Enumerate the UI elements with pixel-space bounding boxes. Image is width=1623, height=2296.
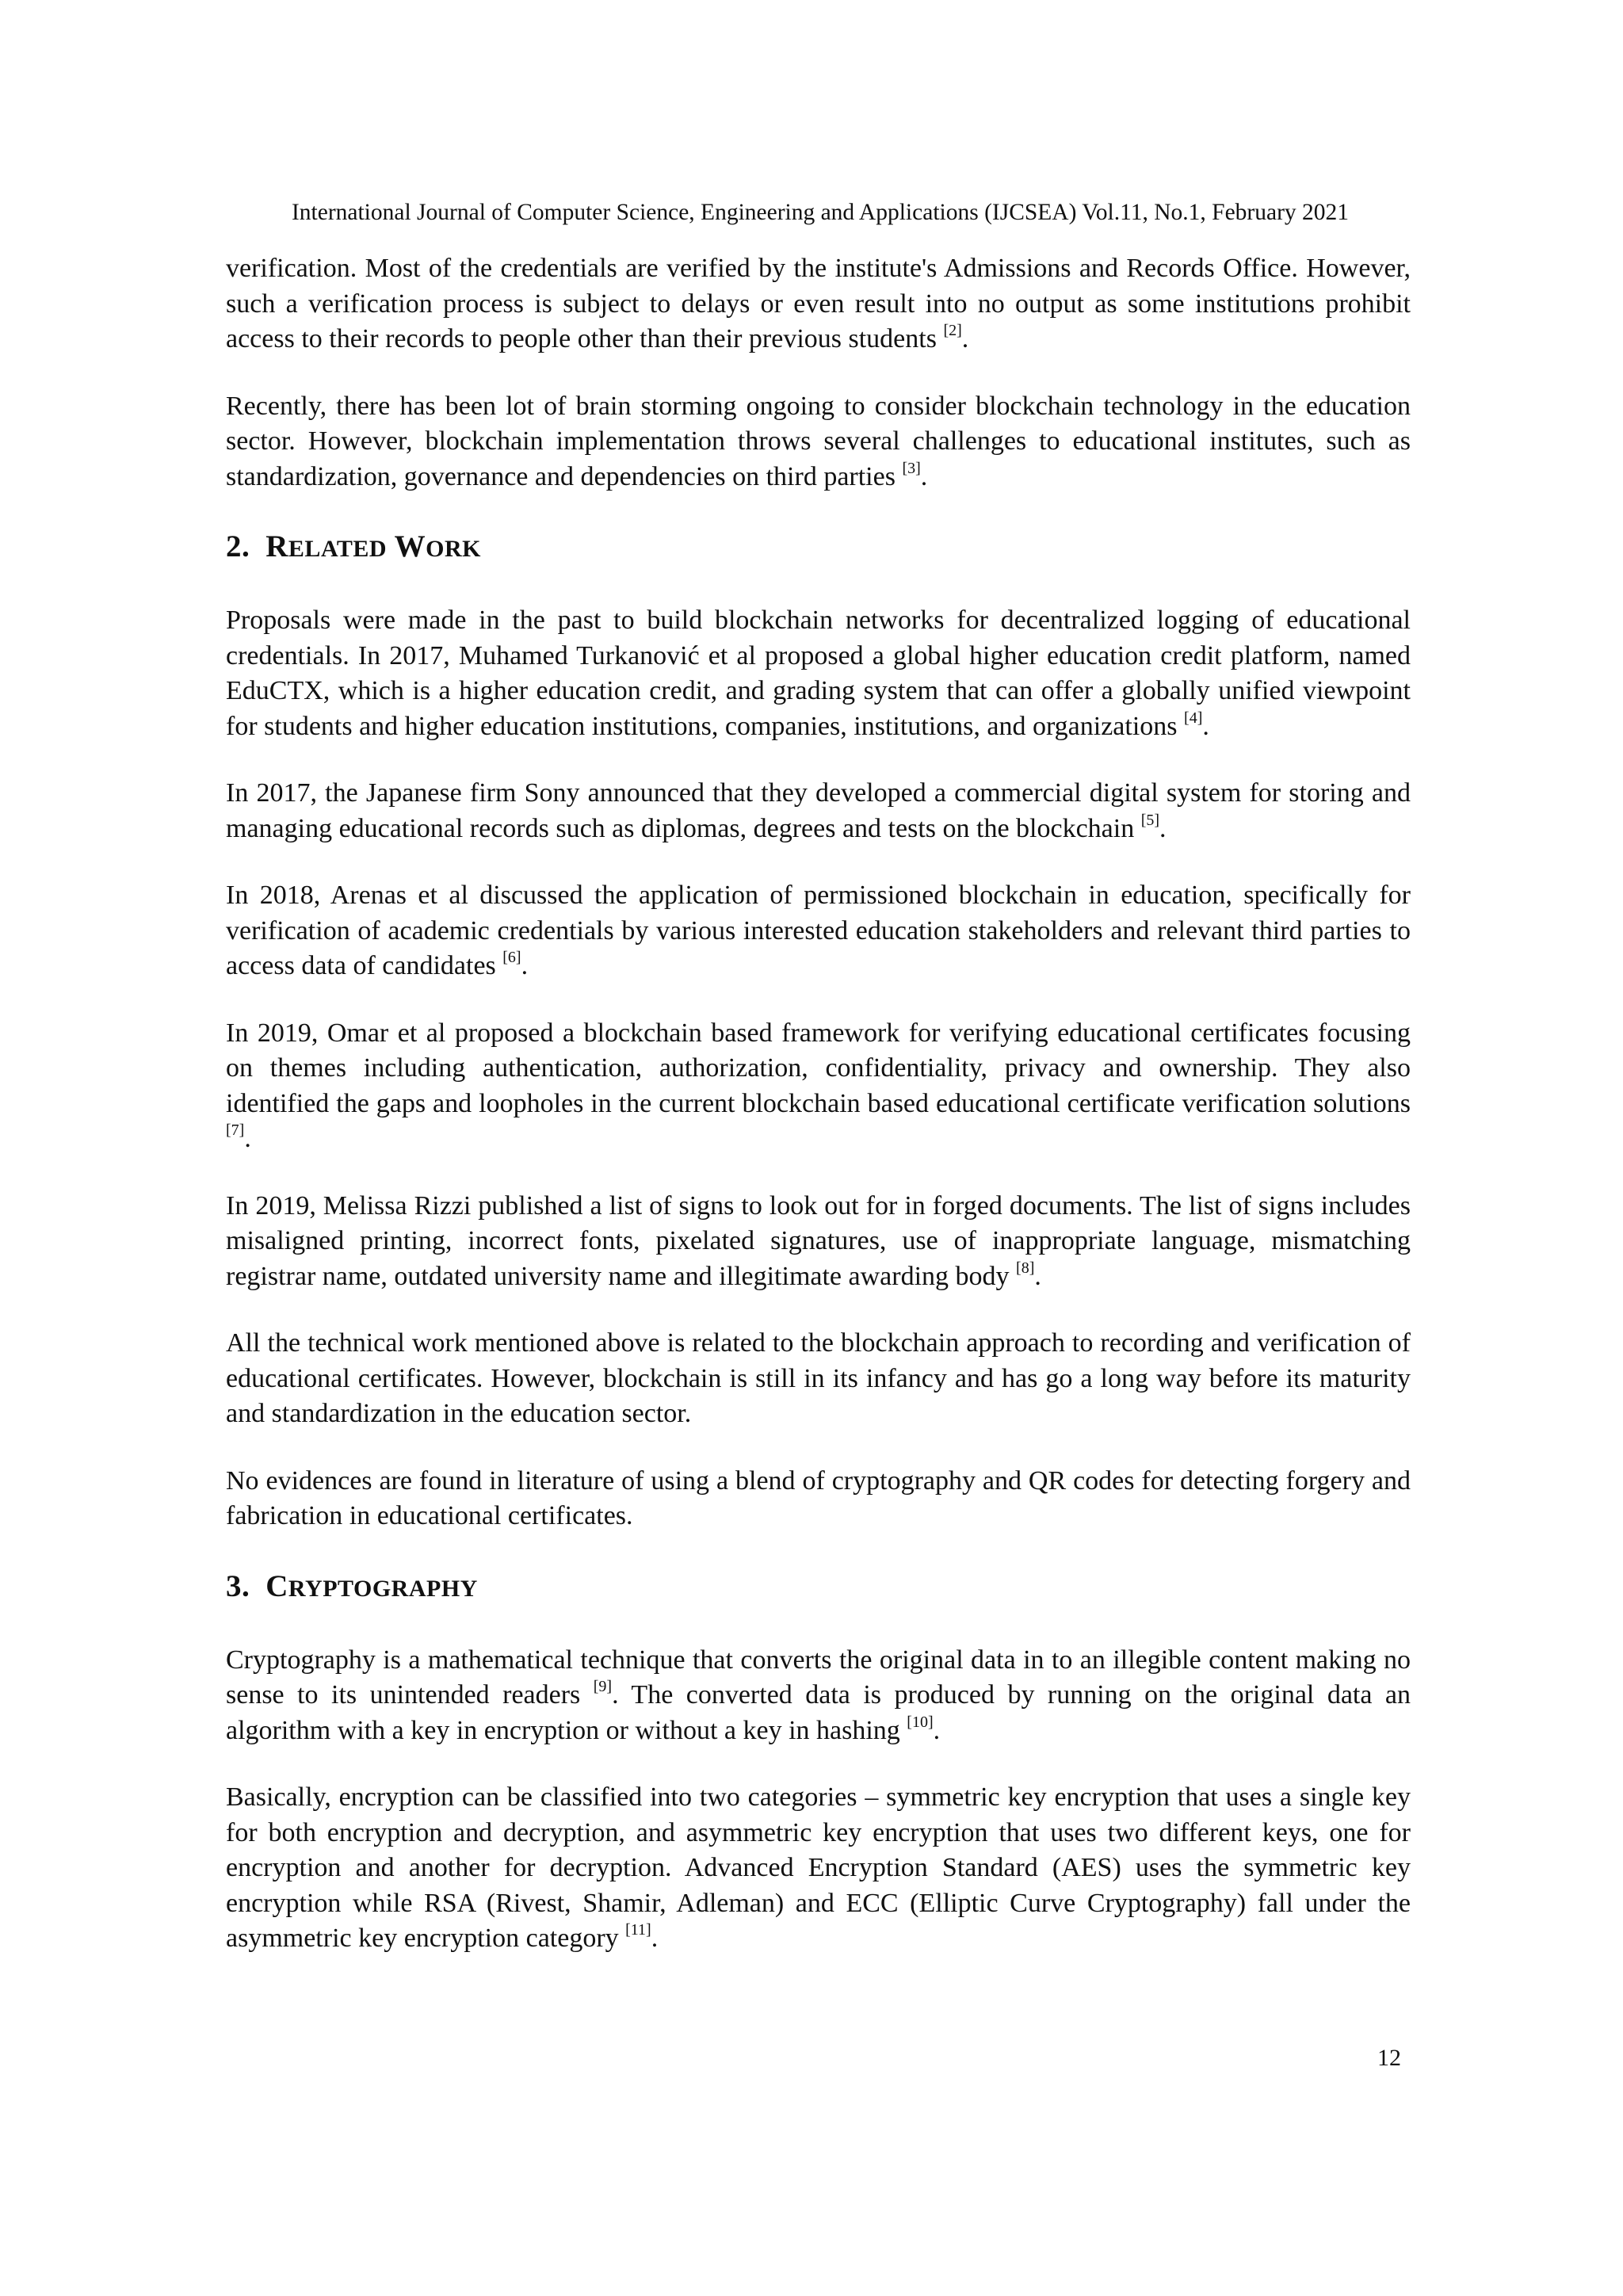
paragraph-text: verification. Most of the credentials are verified by the institute's Admissions and Records Office. However, such a verification process is subject to delays or even result into no output as some institutions prohibit access to their records to people other than their previous students — [226, 254, 1411, 353]
punctuation: . — [933, 1715, 941, 1745]
punctuation: . — [651, 1924, 659, 1953]
citation-ref: [8] — [1016, 1259, 1035, 1277]
section-heading-related-work — [226, 528, 1411, 568]
cryptography-paragraph-1 — [226, 1643, 1411, 1749]
citation-ref: [10] — [907, 1713, 934, 1731]
page-content — [226, 251, 1411, 1957]
running-header: International Journal of Computer Science, Engineering and Applications (IJCSEA) Vol.11, No.1, February 2021 — [291, 200, 1350, 225]
citation-ref: [2] — [943, 322, 962, 339]
paragraph-text: In 2018, Arenas et al discussed the application of permissioned blockchain in education, specifically for verification of academic credentials by various interested education stakeholders and relevant third parties to access data of candidates — [226, 881, 1411, 980]
page-number: 12 — [1377, 2045, 1401, 2071]
punctuation: . — [244, 1124, 251, 1153]
heading-initial: W — [394, 529, 426, 563]
section-number: 3. — [226, 1568, 250, 1603]
citation-ref: [5] — [1140, 811, 1160, 829]
heading-smallcaps: ELATED — [288, 536, 388, 562]
paragraph-text: In 2017, the Japanese firm Sony announced that they developed a commercial digital system for storing and managing educational records such as diplomas, degrees and tests on the blockchain — [226, 778, 1411, 843]
punctuation: . — [1034, 1261, 1041, 1291]
related-work-paragraph-1 — [226, 603, 1411, 744]
paragraph-text: In 2019, Melissa Rizzi published a list of signs to look out for in forged documents. The list of signs includes misaligned printing, incorrect fonts, pixelated signatures, use of inappropriate language, mismatching registrar name, outdated university name and illegitimate awarding body — [226, 1190, 1411, 1291]
paragraph-text: . The converted data is produced by running on the original data an algorithm with a key in encryption or without a key in hashing — [226, 1680, 1411, 1745]
cryptography-paragraph-2 — [226, 1780, 1411, 1957]
heading-smallcaps: ORK — [426, 536, 481, 562]
intro-paragraph-2 — [226, 389, 1411, 495]
punctuation: . — [1202, 711, 1209, 741]
paragraph-text: Basically, encryption can be classified into two categories – symmetric key encryption that uses a single key for both encryption and decryption, and asymmetric key encryption that uses two different keys, one for encryption and another for decryption. Advanced Encryption Standard (AES) uses the symmetric key encryption while RSA (Rivest, Shamir, Adleman) and ECC (Elliptic Curve Cryptography) fall under the asymmetric key encryption category — [226, 1782, 1411, 1953]
punctuation: . — [521, 951, 529, 980]
punctuation: . — [1159, 813, 1167, 843]
citation-ref: [9] — [593, 1678, 613, 1695]
punctuation: . — [920, 461, 928, 491]
paragraph-text: Proposals were made in the past to build blockchain networks for decentralized logging of educational credentials. In 2017, Muhamed Turkanović et al proposed a global higher education credit platform, named EduCTX, which is a higher education credit, and grading system that can offer a globally unified viewpoint for students and higher education institutions, companies, institutions, and organizations — [226, 606, 1411, 741]
citation-ref: [11] — [625, 1921, 651, 1939]
related-work-paragraph-2 — [226, 776, 1411, 846]
related-work-paragraph-3 — [226, 878, 1411, 984]
heading-smallcaps: RYPTOGRAPHY — [288, 1575, 478, 1602]
citation-ref: [3] — [902, 459, 921, 477]
paragraph-text: In 2019, Omar et al proposed a blockchain based framework for verifying educational certificates focusing on themes including authentication, authorization, confidentiality, privacy and ownership. They also identified the gaps and loopholes in the current blockchain based educational certificate verification solutions — [226, 1018, 1411, 1118]
related-work-paragraph-6: All the technical work mentioned above is related to the blockchain approach to recording and verification of educational certificates. However, blockchain is still in its infancy and has go a long way before its maturity and standardization in the education sector. — [226, 1328, 1411, 1428]
citation-ref: [4] — [1184, 709, 1203, 727]
punctuation: . — [961, 324, 969, 353]
related-work-paragraph-7: No evidences are found in literature of using a blend of cryptography and QR codes for detecting forgery and fabrication in educational certificates. — [226, 1465, 1411, 1530]
related-work-paragraph-4 — [226, 1016, 1411, 1157]
citation-ref: [7] — [226, 1121, 245, 1139]
related-work-paragraph-5 — [226, 1189, 1411, 1295]
citation-ref: [6] — [502, 949, 521, 966]
paragraph-text: Cryptography is a mathematical technique that converts the original data in to an illegible content making no sense to its unintended readers — [226, 1645, 1411, 1710]
section-heading-cryptography — [226, 1568, 1411, 1608]
paragraph-text: Recently, there has been lot of brain storming ongoing to consider blockchain technology in the education sector. However, blockchain implementation throws several challenges to educational institutes, such as standardization, governance and dependencies on third parties — [226, 391, 1411, 491]
intro-paragraph-1 — [226, 251, 1411, 357]
heading-initial: R — [265, 529, 288, 563]
section-number: 2. — [226, 529, 250, 563]
heading-initial: C — [265, 1568, 288, 1603]
